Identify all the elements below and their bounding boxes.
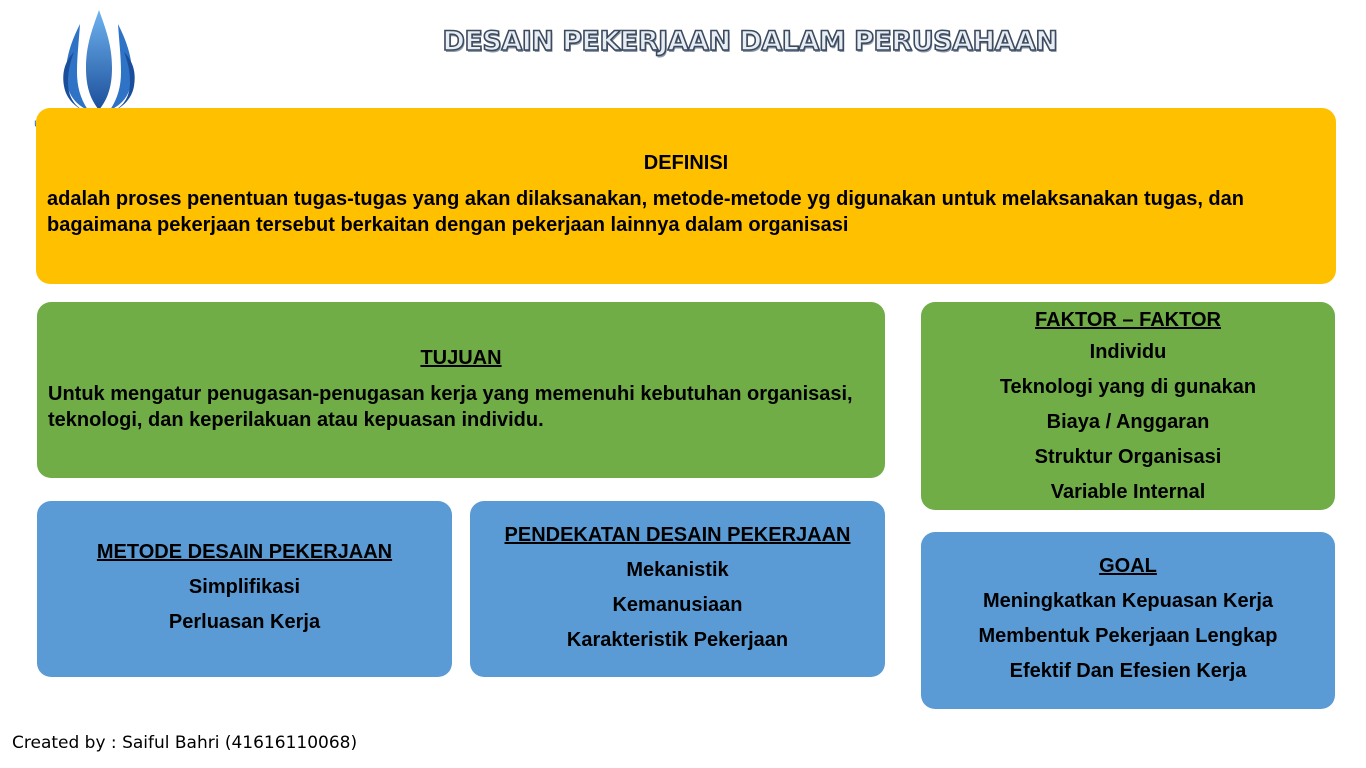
goal-item: Membentuk Pekerjaan Lengkap: [978, 625, 1278, 647]
pendekatan-box: [470, 501, 885, 677]
faktor-item: Struktur Organisasi: [1034, 446, 1222, 468]
pendekatan-item: Karakteristik Pekerjaan: [566, 629, 789, 651]
goal-box: [921, 532, 1335, 709]
metode-item: Perluasan Kerja: [168, 611, 321, 633]
tujuan-box: [37, 302, 885, 478]
goal-item: Meningkatkan Kepuasan Kerja: [982, 590, 1274, 612]
page-title: DESAIN PEKERJAAN DALAM PERUSAHAAN: [442, 26, 1058, 57]
tujuan-title: TUJUAN: [420, 347, 502, 369]
goal-title: GOAL: [1099, 555, 1157, 577]
footer-credit: Created by : Saiful Bahri (41616110068): [12, 733, 358, 753]
pendekatan-title: PENDEKATAN DESAIN PEKERJAAN: [504, 524, 851, 546]
faktor-item: Teknologi yang di gunakan: [999, 376, 1257, 398]
goal-item: Efektif Dan Efesien Kerja: [1009, 660, 1247, 682]
faktor-title: FAKTOR – FAKTOR: [1035, 309, 1221, 331]
metode-box: [37, 501, 452, 677]
faktor-item: Biaya / Anggaran: [1046, 411, 1210, 433]
pendekatan-item: Kemanusiaan: [612, 594, 743, 616]
definisi-title: DEFINISI: [643, 152, 729, 174]
definisi-box: [36, 108, 1336, 284]
metode-item: Simplifikasi: [188, 576, 301, 598]
faktor-item: Variable Internal: [1050, 481, 1206, 503]
mercu-buana-emblem-icon: [0, 0, 186, 118]
faktor-box: [921, 302, 1335, 510]
faktor-item: Individu: [1089, 341, 1167, 363]
tujuan-text: Untuk mengatur penugasan-penugasan kerja yang memenuhi kebutuhan organisasi, teknologi, dan keperilakuan atau kepuasan individu.: [48, 383, 853, 431]
pendekatan-item: Mekanistik: [626, 559, 729, 581]
metode-title: METODE DESAIN PEKERJAAN: [96, 541, 393, 563]
definisi-text: adalah proses penentuan tugas-tugas yang akan dilaksanakan, metode-metode yg digunakan untuk melaksanakan tugas, dan bagaimana pekerjaan tersebut berkaitan dengan pekerjaan lainnya dalam organisasi: [47, 188, 1244, 236]
